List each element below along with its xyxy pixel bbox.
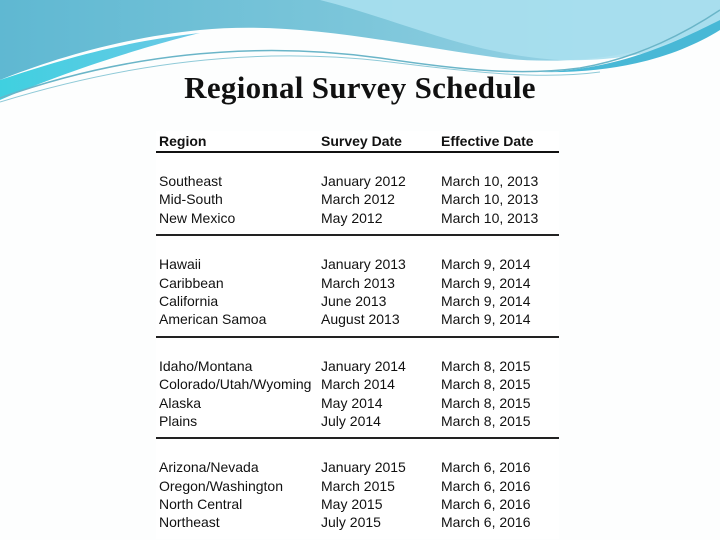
region-cell: Idaho/Montana: [159, 357, 253, 374]
region-cell: Oregon/Washington: [159, 477, 283, 494]
header-survey-date: Survey Date: [321, 133, 402, 149]
effective-date-cell: March 9, 2014: [441, 256, 531, 273]
survey-date-cell: March 2014: [321, 376, 395, 393]
region-cell: Alaska: [159, 394, 202, 411]
table-row: [156, 311, 559, 329]
survey-date-cell: March 2013: [321, 274, 395, 291]
region-cell: Plains: [159, 412, 198, 429]
table-row: [156, 173, 559, 191]
row-group: [156, 439, 559, 539]
effective-date-cell: March 8, 2015: [441, 376, 531, 393]
region-cell: California: [159, 292, 219, 309]
table-header: [156, 131, 559, 153]
effective-date-cell: March 6, 2016: [441, 459, 531, 476]
region-cell: New Mexico: [159, 209, 236, 226]
header-effective-date: Effective Date: [441, 133, 534, 149]
region-cell: Southeast: [159, 173, 223, 189]
survey-date-cell: August 2013: [321, 311, 400, 328]
row-group: [156, 236, 559, 338]
survey-date-cell: June 2013: [321, 292, 387, 309]
survey-date-cell: May 2014: [321, 394, 383, 411]
survey-date-cell: January 2012: [321, 173, 406, 189]
row-group: [156, 153, 559, 236]
survey-date-cell: January 2015: [321, 459, 406, 476]
effective-date-cell: March 6, 2016: [441, 496, 531, 513]
effective-date-cell: March 9, 2014: [441, 274, 531, 291]
table-row: [156, 478, 559, 496]
effective-date-cell: March 10, 2013: [441, 191, 539, 208]
row-group: [156, 338, 559, 440]
table-row: [156, 210, 559, 228]
region-cell: Arizona/Nevada: [159, 459, 259, 476]
survey-date-cell: March 2015: [321, 477, 395, 494]
survey-date-cell: July 2015: [321, 514, 381, 531]
table-row: [156, 514, 559, 532]
table-row: [156, 413, 559, 431]
table-row: [156, 358, 559, 376]
table-row: [156, 395, 559, 413]
region-cell: Mid-South: [159, 191, 223, 208]
table-row: [156, 376, 559, 394]
survey-date-cell: May 2012: [321, 209, 383, 226]
region-cell: Colorado/Utah/Wyoming: [159, 376, 312, 393]
survey-date-cell: May 2015: [321, 496, 383, 513]
table-row: [156, 459, 559, 477]
effective-date-cell: March 6, 2016: [441, 477, 531, 494]
region-cell: American Samoa: [159, 311, 267, 328]
table-row: [156, 191, 559, 209]
effective-date-cell: March 10, 2013: [441, 209, 539, 226]
effective-date-cell: March 6, 2016: [441, 514, 531, 531]
region-cell: Caribbean: [159, 274, 224, 291]
effective-date-cell: March 10, 2013: [441, 173, 539, 189]
effective-date-cell: March 8, 2015: [441, 357, 531, 374]
survey-date-cell: March 2012: [321, 191, 395, 208]
survey-schedule-table: [156, 131, 559, 539]
region-cell: Northeast: [159, 514, 220, 531]
effective-date-cell: March 9, 2014: [441, 292, 531, 309]
effective-date-cell: March 9, 2014: [441, 311, 531, 328]
table-row: [156, 256, 559, 274]
region-cell: Hawaii: [159, 256, 202, 273]
survey-date-cell: January 2014: [321, 357, 406, 374]
effective-date-cell: March 8, 2015: [441, 412, 531, 429]
effective-date-cell: March 8, 2015: [441, 394, 531, 411]
slide-title: Regional Survey Schedule: [184, 70, 536, 105]
table-row: [156, 293, 559, 311]
header-region: Region: [159, 133, 207, 149]
region-cell: North Central: [159, 496, 243, 513]
table-row: [156, 275, 559, 293]
table-row: [156, 496, 559, 514]
survey-date-cell: July 2014: [321, 412, 381, 429]
survey-date-cell: January 2013: [321, 256, 406, 273]
